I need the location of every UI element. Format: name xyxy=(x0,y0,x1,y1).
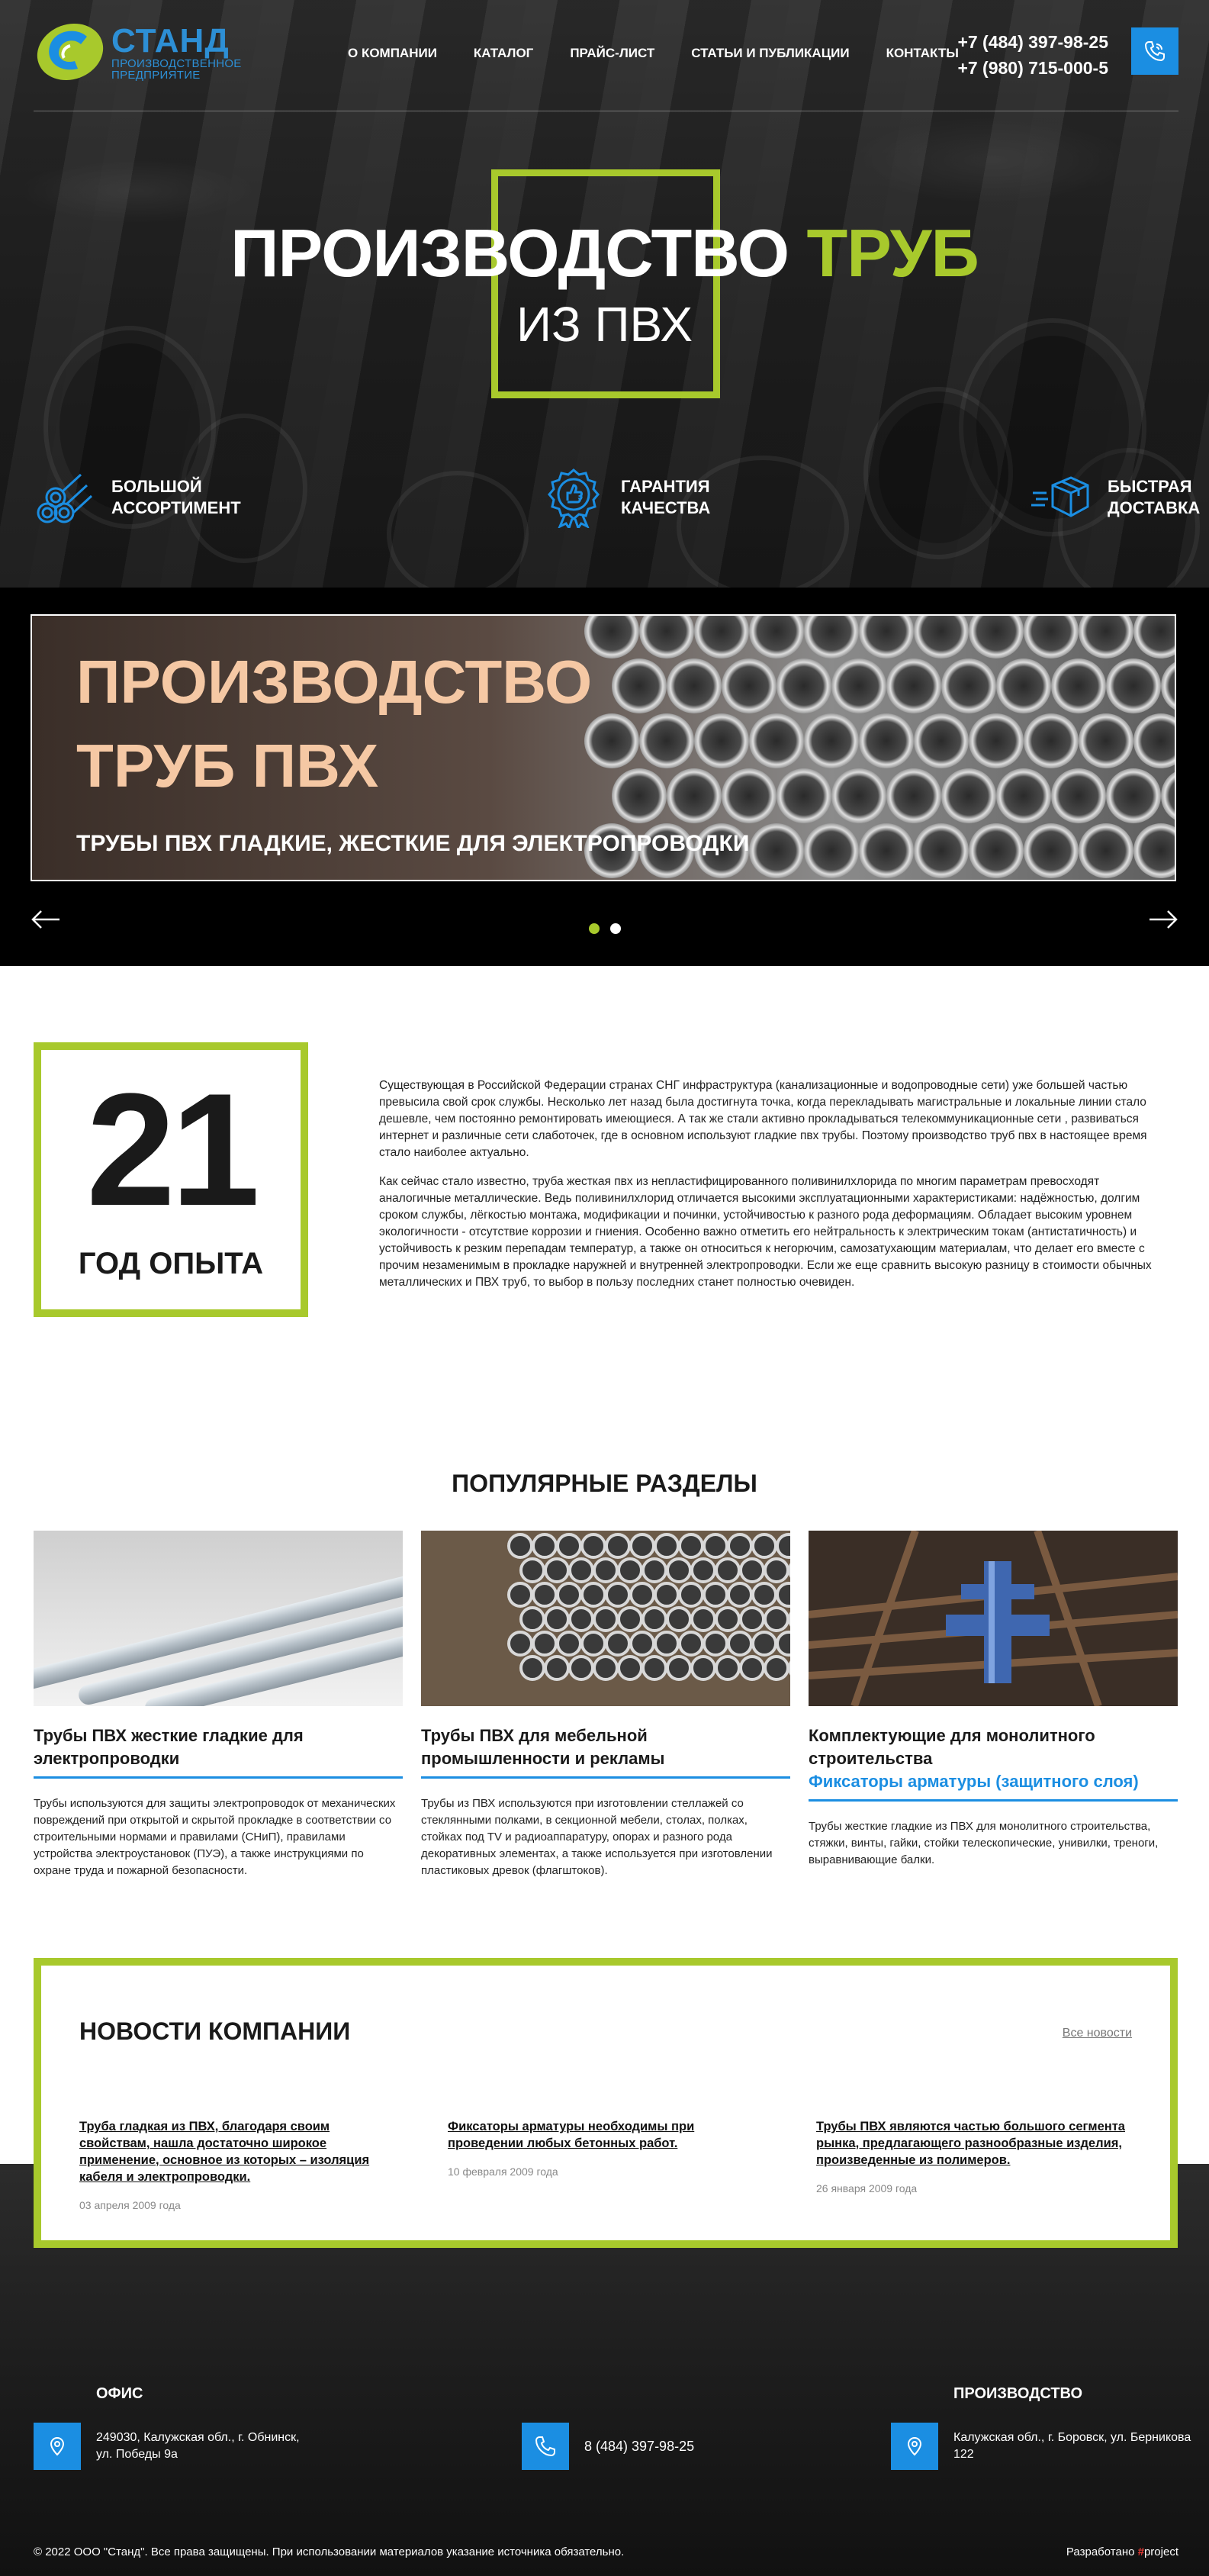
news-item-link[interactable]: Трубы ПВХ являются частью большого сегмента рынка, предлагающего разнообразные изделия, произведенные из полимеров. xyxy=(816,2120,1125,2167)
site-header xyxy=(34,20,1178,111)
pipe-end-decoration xyxy=(680,1534,703,1557)
pipe-end-decoration xyxy=(655,1534,678,1557)
pipe-end-decoration xyxy=(533,1534,556,1557)
card-image-furniture[interactable] xyxy=(421,1531,790,1706)
slide-active[interactable] xyxy=(31,614,1176,881)
footer-office-address-1: 249030, Калужская обл., г. Обнинск, xyxy=(96,2431,300,2444)
hero-title xyxy=(0,217,1209,289)
card-title-furniture[interactable] xyxy=(421,1724,790,1770)
card-divider xyxy=(34,1776,403,1779)
pipe-end-decoration xyxy=(643,1657,666,1679)
news-item xyxy=(448,2118,760,2178)
pipe-end-decoration xyxy=(619,1559,641,1582)
pipe-end-decoration xyxy=(594,1657,617,1679)
pipe-end-decoration xyxy=(741,1608,764,1631)
feature-assortment-line2: АССОРТИМЕНТ xyxy=(111,498,241,517)
pipe-end-decoration xyxy=(584,616,639,658)
pipe-end-decoration xyxy=(753,1583,776,1606)
pipe-end-decoration xyxy=(509,1632,532,1655)
pipe-end-decoration xyxy=(639,713,694,768)
pipe-end-decoration xyxy=(582,1583,605,1606)
news-title: НОВОСТИ КОМПАНИИ xyxy=(79,2017,351,2045)
header-phone-1[interactable]: +7 (484) 397-98-25 xyxy=(957,32,1108,52)
pipe-end-decoration xyxy=(655,1632,678,1655)
pipe-end-decoration xyxy=(619,1657,641,1679)
feature-quality-line2: КАЧЕСТВА xyxy=(621,498,711,517)
footer-office xyxy=(34,2385,300,2470)
phone-icon xyxy=(522,2423,569,2470)
pipe-end-decoration xyxy=(1051,768,1106,823)
slide-title-line2: ТРУБ ПВХ xyxy=(76,732,379,800)
footer-phone-block xyxy=(522,2385,694,2470)
pipe-end-decoration xyxy=(509,1583,532,1606)
pipe-end-decoration xyxy=(749,823,804,878)
experience-section xyxy=(0,966,1209,1409)
pipe-end-decoration xyxy=(704,1534,727,1557)
pipe-end-decoration xyxy=(558,1632,580,1655)
pipe-end-decoration xyxy=(694,713,749,768)
pipe-end-decoration xyxy=(941,658,996,713)
card-electrical-pipes[interactable] xyxy=(34,1531,403,1879)
pipe-end-decoration xyxy=(722,658,777,713)
pipe-end-decoration xyxy=(831,768,886,823)
footer-phone[interactable]: 8 (484) 397-98-25 xyxy=(584,2439,695,2454)
developer-name[interactable]: project xyxy=(1143,2545,1178,2558)
card-title-furniture-text[interactable]: Трубы ПВХ для мебельной промышленности и рекламы xyxy=(421,1726,665,1768)
feature-quality xyxy=(543,467,710,528)
pipe-end-decoration xyxy=(1024,616,1079,658)
pipe-end-decoration xyxy=(777,1632,790,1655)
hero-title-main: ПРОИЗВОДСТВО xyxy=(230,215,789,291)
pipe-end-decoration xyxy=(594,1608,617,1631)
news-box xyxy=(34,1958,1178,2248)
feature-delivery-line2: ДОСТАВКА xyxy=(1108,498,1201,517)
pipe-end-decoration xyxy=(1024,823,1079,878)
footer-production-address-1: Калужская обл., г. Боровск, ул. Берникова xyxy=(953,2431,1191,2444)
feature-assortment-line1: БОЛЬШОЙ xyxy=(111,477,202,496)
experience-box xyxy=(34,1042,308,1317)
popular-title: ПОПУЛЯРНЫЕ РАЗДЕЛЫ xyxy=(452,1470,757,1497)
pipe-end-decoration xyxy=(680,1583,703,1606)
pipe-end-decoration xyxy=(859,713,914,768)
card-title-monolithic-text[interactable]: Комплектующие для монолитного строительства xyxy=(809,1726,1095,1768)
developer-label: Разработано xyxy=(1066,2545,1135,2558)
pipe-end-decoration xyxy=(606,1534,629,1557)
call-button[interactable] xyxy=(1131,27,1178,75)
feature-delivery xyxy=(1030,467,1200,528)
logo[interactable] xyxy=(34,20,242,84)
card-text-electrical: Трубы используются для защиты электропроводок от механических повреждений при открытой и скрытой прокладке в соответствии со строительными нормами и правилами (СНиП), правилами устройства электроустановок (ПУЭ), а также инструкциями по охране труда и пожарной безопасности. xyxy=(34,1797,396,1877)
developer-credit[interactable] xyxy=(1066,2545,1178,2558)
nav-about[interactable]: О КОМПАНИИ xyxy=(348,46,437,60)
pipe-end-decoration xyxy=(1079,823,1133,878)
slide-subtitle: ТРУБЫ ПВХ ГЛАДКИЕ, ЖЕСТКИЕ ДЛЯ ЭЛЕКТРОПРОВОДКИ xyxy=(76,831,750,856)
news-item-date: 26 января 2009 года xyxy=(816,2182,918,2194)
pipe-end-decoration xyxy=(777,768,831,823)
developer-mark: # xyxy=(1137,2545,1144,2558)
pipe-end-decoration xyxy=(594,1559,617,1582)
experience-number: 21 xyxy=(86,1060,256,1239)
pipe-end-decoration xyxy=(667,1559,690,1582)
pipe-end-decoration xyxy=(667,658,722,713)
pipe-end-decoration xyxy=(545,1657,568,1679)
footer-production xyxy=(891,2385,1191,2470)
pipe-end-decoration xyxy=(914,713,969,768)
pipe-end-decoration xyxy=(765,1657,788,1679)
logo-name: СТАНД xyxy=(111,22,230,60)
pipe-end-decoration xyxy=(804,616,859,658)
pipe-end-decoration xyxy=(643,1608,666,1631)
nav-contacts[interactable]: КОНТАКТЫ xyxy=(886,46,959,60)
slide-title xyxy=(76,640,592,808)
pipe-end-decoration xyxy=(831,658,886,713)
nav-articles[interactable]: СТАТЬИ И ПУБЛИКАЦИИ xyxy=(691,46,850,60)
location-pin-icon xyxy=(891,2423,938,2470)
experience-label: ГОД ОПЫТА xyxy=(78,1247,264,1280)
pipe-end-decoration xyxy=(667,1608,690,1631)
popular-section xyxy=(0,1409,1209,1958)
pipe-end-decoration xyxy=(521,1559,544,1582)
pipe-end-decoration xyxy=(753,1632,776,1655)
nav-catalog[interactable]: КАТАЛОГ xyxy=(473,46,534,60)
logo-mark-icon xyxy=(34,20,104,84)
pipe-end-decoration xyxy=(704,1583,727,1606)
pipe-end-decoration xyxy=(631,1583,654,1606)
pipe-end-decoration xyxy=(1079,713,1133,768)
pipe-end-decoration xyxy=(606,1632,629,1655)
quality-badge-icon xyxy=(543,467,604,528)
pipe-end-decoration xyxy=(1133,823,1176,878)
experience-text xyxy=(379,1077,1169,1303)
pipe-end-decoration xyxy=(1133,713,1176,768)
pipe-end-decoration xyxy=(667,1657,690,1679)
pipe-end-decoration xyxy=(584,713,639,768)
delivery-box-icon xyxy=(1030,467,1091,528)
logo-subtitle-2: ПРЕДПРИЯТИЕ xyxy=(111,69,201,82)
pipe-end-decoration xyxy=(859,616,914,658)
pipe-end-decoration xyxy=(1106,768,1161,823)
pipe-end-decoration xyxy=(509,1534,532,1557)
news-item-link[interactable]: Труба гладкая из ПВХ, благодаря своим свойствам, нашла достаточно широкое применение, основное из которых – изоляция кабеля и электропроводки. xyxy=(79,2120,370,2184)
pipe-end-decoration xyxy=(753,1534,776,1557)
slider-dot[interactable] xyxy=(610,923,621,934)
pipe-end-decoration xyxy=(1161,768,1176,823)
slider-dots xyxy=(0,923,1209,934)
site-footer xyxy=(0,2385,1209,2576)
hero-section xyxy=(0,0,1209,588)
pipe-end-decoration xyxy=(1051,658,1106,713)
pipe-end-decoration xyxy=(722,768,777,823)
pipes-icon xyxy=(34,467,95,528)
pipe-end-decoration xyxy=(680,1632,703,1655)
news-item-date: 03 апреля 2009 года xyxy=(79,2199,181,2211)
pipe-end-decoration xyxy=(1161,658,1176,713)
card-image-monolithic[interactable] xyxy=(809,1531,1178,1706)
card-text-furniture: Трубы из ПВХ используются при изготовлении стеллажей со стеклянными полками, в секционной мебели, столах, полках, стойках под TV и радиоаппаратуру, опорах и разного рода декоративных элементах, а также используется при изготовлении пластиковых древок (флагштоков). xyxy=(421,1797,773,1877)
feature-delivery-line1: БЫСТРАЯ xyxy=(1108,477,1192,496)
pipe-end-decoration xyxy=(692,1657,715,1679)
pipe-end-decoration xyxy=(606,1583,629,1606)
pipe-end-decoration xyxy=(749,713,804,768)
phone-icon xyxy=(1143,40,1166,63)
promo-slider xyxy=(0,588,1209,966)
pipe-end-decoration xyxy=(886,658,941,713)
pipe-end-decoration xyxy=(716,1608,739,1631)
pipe-end-decoration xyxy=(777,1534,790,1557)
pipe-end-decoration xyxy=(716,1559,739,1582)
card-monolithic[interactable] xyxy=(809,1531,1178,1879)
pipe-end-decoration xyxy=(631,1632,654,1655)
pipe-end-decoration xyxy=(582,1632,605,1655)
news-item xyxy=(816,2118,1129,2194)
pipe-end-decoration xyxy=(558,1534,580,1557)
feature-assortment xyxy=(34,467,241,528)
main-nav xyxy=(348,46,959,61)
pipe-end-decoration xyxy=(914,823,969,878)
pipe-end-decoration xyxy=(1024,713,1079,768)
pipe-end-decoration xyxy=(804,713,859,768)
pipe-end-decoration xyxy=(570,1559,593,1582)
header-phones xyxy=(957,29,1108,81)
pipe-end-decoration xyxy=(655,1583,678,1606)
card-divider xyxy=(809,1799,1178,1802)
card-title-electrical-text[interactable]: Трубы ПВХ жесткие гладкие для электропроводки xyxy=(34,1726,304,1768)
hero-title-accent: ТРУБ xyxy=(806,215,979,291)
pipe-end-decoration xyxy=(728,1632,751,1655)
location-pin-icon xyxy=(34,2423,81,2470)
card-title-monolithic[interactable] xyxy=(809,1724,1178,1793)
footer-office-heading: ОФИС xyxy=(96,2385,143,2402)
pipe-end-decoration xyxy=(969,713,1024,768)
footer-office-address-2: ул. Победы 9а xyxy=(96,2448,178,2461)
pipe-end-decoration xyxy=(777,1583,790,1606)
pipe-end-decoration xyxy=(804,823,859,878)
all-news-link[interactable]: Все новости xyxy=(1062,2027,1132,2040)
pipe-end-decoration xyxy=(631,1534,654,1557)
experience-paragraph-1: Существующая в Российской Федерации странах СНГ инфраструктура (канализационные и водопроводные сети) уже большей частью превысила свой срок службы. Несколько лет назад была достигнута точка, когда перекладывать магистральные и локальные линии стало дешевле, чем постоянно ремонтировать имеющиеся. А так же стали активно прокладываться телекоммуникационные сети , развиваться интернет и различные сети слаботочек, где в основном используют гладкие пвх трубы. Поэтому производство труб пвх в настоящее время стало наиболее актуально. xyxy=(379,1079,1147,1159)
feature-quality-line1: ГАРАНТИЯ xyxy=(621,477,710,496)
pipe-end-decoration xyxy=(859,823,914,878)
pipe-end-decoration xyxy=(692,1559,715,1582)
pipe-end-decoration xyxy=(1106,658,1161,713)
pipe-end-decoration xyxy=(941,768,996,823)
pipe-end-decoration xyxy=(749,616,804,658)
pipe-end-decoration xyxy=(969,823,1024,878)
pipe-end-decoration xyxy=(886,768,941,823)
hero-subtitle: ИЗ ПВХ xyxy=(516,297,693,352)
pipe-end-decoration xyxy=(716,1657,739,1679)
card-text-monolithic: Трубы жесткие гладкие из ПВХ для монолитного строительства, стяжки, винты, гайки, стойки телескопические, унивилки, треноги, выравнивающие балки. xyxy=(809,1820,1159,1866)
popular-cards xyxy=(34,1531,1178,1879)
pipe-end-decoration xyxy=(692,1608,715,1631)
card-image-monolithic-art xyxy=(809,1531,1178,1706)
card-image-electrical[interactable] xyxy=(34,1531,403,1706)
slide-title-line1: ПРОИЗВОДСТВО xyxy=(76,648,593,716)
pipe-end-decoration xyxy=(612,658,667,713)
pipe-end-decoration xyxy=(570,1608,593,1631)
pipe-end-decoration xyxy=(545,1608,568,1631)
header-phone-2[interactable]: +7 (980) 715-000-5 xyxy=(957,58,1108,78)
pipe-end-decoration xyxy=(582,1534,605,1557)
slider-dot[interactable] xyxy=(589,923,600,934)
pipe-end-decoration xyxy=(914,616,969,658)
footer-production-address-2: 122 xyxy=(953,2448,974,2461)
pipe-end-decoration xyxy=(1133,616,1176,658)
pipe-end-decoration xyxy=(765,1608,788,1631)
logo-subtitle-1: ПРОИЗВОДСТВЕННОЕ xyxy=(111,57,242,70)
pipe-end-decoration xyxy=(521,1657,544,1679)
pipe-end-decoration xyxy=(643,1559,666,1582)
card-divider xyxy=(421,1776,790,1779)
pipe-end-decoration xyxy=(741,1657,764,1679)
card-furniture-pipes[interactable] xyxy=(421,1531,790,1879)
pipe-end-decoration xyxy=(533,1583,556,1606)
card-image-electrical-art xyxy=(34,1531,403,1706)
news-section xyxy=(0,1958,1209,2385)
pipe-end-decoration xyxy=(1079,616,1133,658)
pipe-end-decoration xyxy=(619,1608,641,1631)
pipe-end-decoration xyxy=(612,768,667,823)
pipe-end-decoration xyxy=(667,768,722,823)
news-item-link[interactable]: Фиксаторы арматуры необходимы при проведении любых бетонных работ. xyxy=(448,2120,695,2150)
pipe-end-decoration xyxy=(969,616,1024,658)
news-item xyxy=(79,2118,392,2211)
news-item-date: 10 февраля 2009 года xyxy=(448,2165,558,2178)
pipe-end-decoration xyxy=(545,1559,568,1582)
pipe-end-decoration xyxy=(728,1534,751,1557)
pipe-end-decoration xyxy=(704,1632,727,1655)
pipe-end-decoration xyxy=(996,658,1051,713)
pipe-end-decoration xyxy=(996,768,1051,823)
pipe-end-decoration xyxy=(694,616,749,658)
pipe-end-decoration xyxy=(558,1583,580,1606)
pipe-end-decoration xyxy=(728,1583,751,1606)
card-title-monolithic-link[interactable]: Фиксаторы арматуры (защитного слоя) xyxy=(809,1772,1139,1791)
pipe-end-decoration xyxy=(533,1632,556,1655)
footer-production-heading: ПРОИЗВОДСТВО xyxy=(953,2385,1083,2402)
copyright: © 2022 ООО "Станд". Все права защищены. При использовании материалов указание источника обязательно. xyxy=(34,2545,625,2558)
pipe-end-decoration xyxy=(521,1608,544,1631)
pipe-end-decoration xyxy=(570,1657,593,1679)
card-image-furniture-art xyxy=(421,1531,790,1706)
pipe-end-decoration xyxy=(777,658,831,713)
pipe-end-decoration xyxy=(639,616,694,658)
pipe-end-decoration xyxy=(765,1559,788,1582)
card-title-electrical[interactable] xyxy=(34,1724,403,1770)
experience-paragraph-2: Как сейчас стало известно, труба жесткая пвх из непластифицированного поливинилхлорида по многим параметрам превосходят аналогичные металлические. Ведь поливинилхлорид отличается высокими эксплуатационными характеристиками: надёжностью, долгим сроком службы, лёгкостью монтажа, модификации и починки, устойчивостью к разного рода деформациям. Обладает высоким уровнем экологичности - отсутствие коррозии и гниения. Особенно важно отметить его нейтральность к электрическим токам (антистатичность) и устойчивость к резким перепадам температур, а также он относиться к негорючим, самозатухающим материалам, что делает его вместе с прочим незаменимым в прокладке наружней и внутренней электропроводки. Если же еще сравнить высокую разницу в стоимости обычных металлических и ПВХ труб, то выбор в пользу последних станет полностью очевиден. xyxy=(379,1175,1152,1289)
pipe-end-decoration xyxy=(741,1559,764,1582)
nav-price-list[interactable]: ПРАЙС-ЛИСТ xyxy=(570,46,655,60)
